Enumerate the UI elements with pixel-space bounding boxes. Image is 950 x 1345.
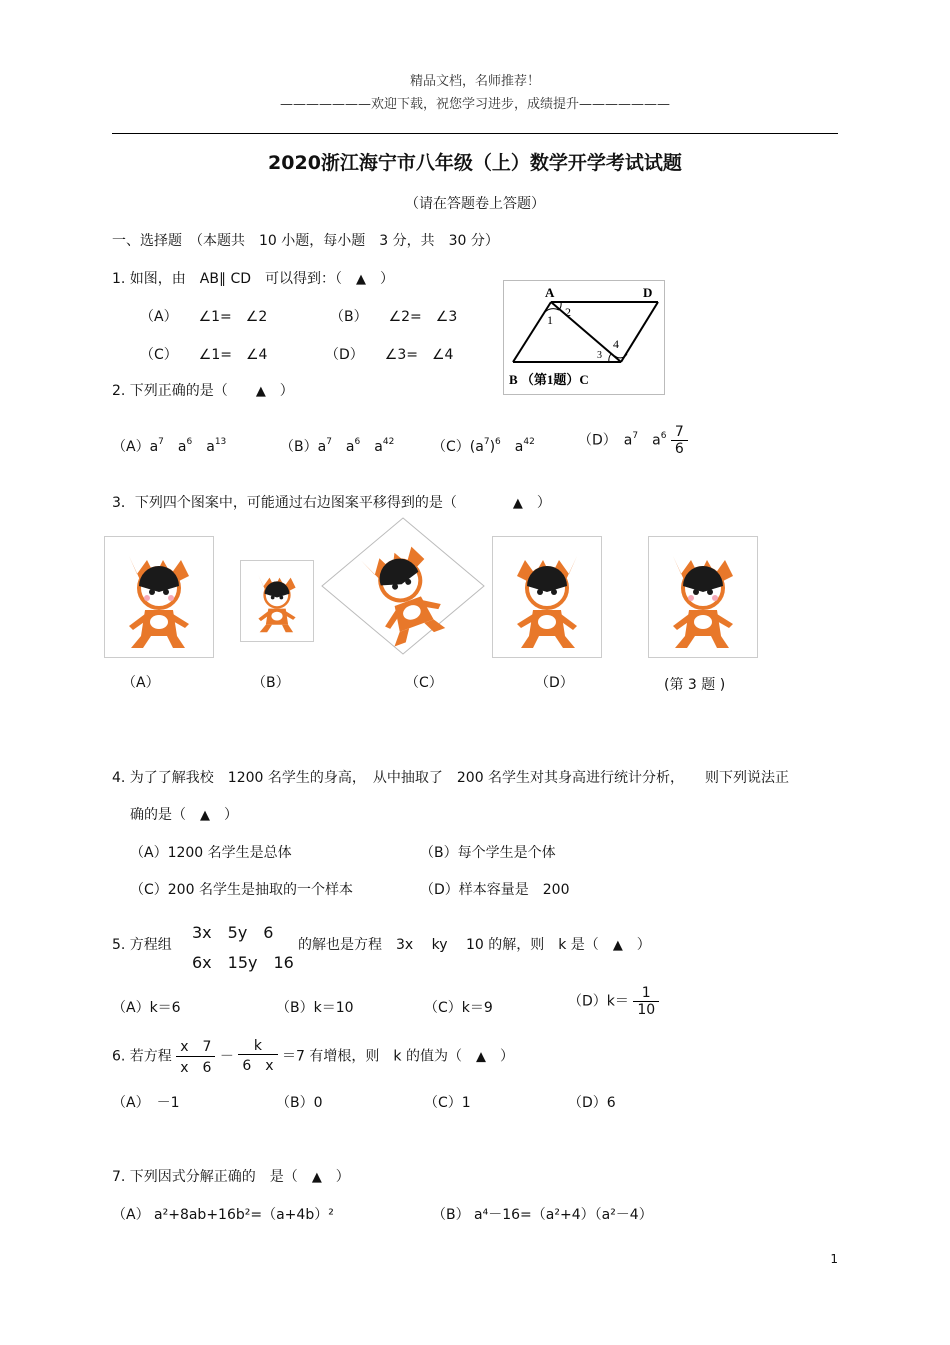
q2-d-num: 7 bbox=[671, 424, 688, 441]
fig-angle-4: 4 bbox=[613, 337, 619, 351]
q1-parallelogram-figure bbox=[503, 280, 665, 395]
q5-mid-text: 的解也是方程 3x ky 10 的解，则 k 是（ bbox=[298, 937, 613, 953]
q5-stem: 5. 方程组 bbox=[112, 937, 172, 953]
fig-label-d: D bbox=[643, 285, 653, 300]
q2-stem bbox=[112, 380, 294, 400]
q6-f1-den: x 6 bbox=[180, 1060, 212, 1076]
fig-angle-2: 2 bbox=[565, 305, 571, 319]
q6-option-b: （B）0 bbox=[276, 1095, 323, 1111]
q2-option-a: $(A)a^7$ $a^6$ $a^{13}$ bbox=[112, 437, 227, 455]
q1-option-a: （A） ∠1= ∠2 bbox=[140, 309, 268, 325]
q2-stem-text: 2. 下列正确的是（ bbox=[112, 383, 256, 399]
q2-d-label: （D） bbox=[578, 432, 610, 449]
q5-option-a: （A）k＝6 bbox=[112, 1000, 181, 1016]
answer-triangle-icon: ▲ bbox=[200, 808, 210, 823]
q5-d-fraction bbox=[633, 985, 659, 1018]
q4-stem: 4. 为了了解我校 1200 名学生的身高， 从中抽取了 200 名学生对其身高进行统计分析， 则下列说法正 bbox=[112, 770, 790, 786]
q7-option-b: （B） a⁴－16=（a²+4）（a²－4） bbox=[432, 1207, 653, 1223]
q3-mascot-d bbox=[492, 536, 602, 658]
q3-label-c: （C） bbox=[405, 675, 443, 691]
q3-label-d: （D） bbox=[535, 675, 574, 691]
fig-caption: B （第1题）C bbox=[509, 372, 589, 387]
answer-triangle-icon: ▲ bbox=[475, 1049, 486, 1065]
q3-mascot-reference bbox=[648, 536, 758, 658]
answer-triangle-icon: ▲ bbox=[311, 1170, 322, 1185]
q6-fraction-2 bbox=[238, 1038, 277, 1075]
q5-d-den: 10 bbox=[637, 1002, 656, 1018]
q6-f2-den: 6 x bbox=[242, 1058, 274, 1074]
q4-option-c: （C）200 名学生是抽取的一个样本 bbox=[130, 882, 353, 898]
q7-stem bbox=[112, 1166, 350, 1186]
q5-d-text: （D）k＝ bbox=[568, 993, 629, 1010]
q3-stem bbox=[112, 492, 551, 512]
q2-option-b: $(B)a^7$ $a^6$ $a^{42}$ bbox=[280, 437, 395, 455]
section-heading: 一、选择题 （本题共 10 小题，每小题 3 分，共 30 分） bbox=[112, 233, 499, 249]
q1-stem bbox=[112, 268, 394, 288]
page-number: 1 bbox=[830, 1252, 838, 1266]
header-line2: ———————欢迎下载，祝您学习进步，成绩提升——————— bbox=[279, 97, 670, 112]
q4-option-b: （B）每个学生是个体 bbox=[420, 845, 556, 861]
q1-close: ） bbox=[380, 271, 394, 287]
q2-c-label: （C） bbox=[432, 439, 470, 455]
q1-stem-text: 1. 如图，由 AB∥ CD 可以得到：（ bbox=[112, 271, 356, 287]
header-line1: 精品文档，名师推荐！ bbox=[409, 74, 540, 89]
q5-mid bbox=[298, 934, 651, 954]
page-title: 2020浙江海宁市八年级（上）数学开学考试试题 bbox=[268, 152, 682, 174]
q3-label-figure: (第 3 题 ) bbox=[664, 677, 726, 693]
q3-mascot-c bbox=[320, 516, 486, 656]
answer-triangle-icon: ▲ bbox=[612, 938, 623, 953]
q6-f2-num: k bbox=[238, 1038, 277, 1055]
q2-option-c: $(C)(a^7)^6$ $a^{42}$ bbox=[432, 437, 535, 455]
q5-option-c: （C）k＝9 bbox=[424, 1000, 493, 1016]
header-rule bbox=[112, 133, 838, 134]
q3-stem-text: 3．下列四个图案中，可能通过右边图案平移得到的是（ bbox=[112, 495, 513, 511]
fig-angle-1: 1 bbox=[547, 313, 553, 327]
q6-minus: － bbox=[219, 1048, 234, 1065]
q6-option-d: （D）6 bbox=[568, 1095, 616, 1111]
q1-option-c: （C） ∠1= ∠4 bbox=[140, 347, 268, 363]
q5-eq1: 3x 5y 6 bbox=[192, 923, 274, 942]
q3-close: ） bbox=[522, 495, 551, 511]
q1-option-d: （D） ∠3= ∠4 bbox=[325, 347, 454, 363]
q6-stem bbox=[112, 1036, 514, 1077]
q6-close: ） bbox=[485, 1048, 514, 1065]
q2-d-fraction bbox=[671, 424, 688, 457]
q2-a-label: （A） bbox=[112, 439, 150, 455]
fig-angle-3: 3 bbox=[597, 350, 602, 361]
q5-d-num: 1 bbox=[633, 985, 659, 1002]
q3-label-b: （B） bbox=[252, 675, 290, 691]
q6-fraction-1 bbox=[176, 1036, 215, 1077]
q3-mascot-b bbox=[240, 560, 314, 642]
q1-option-b: （B） ∠2= ∠3 bbox=[330, 309, 458, 325]
q7-close: ） bbox=[321, 1169, 350, 1185]
q5-close: ） bbox=[622, 937, 651, 953]
q4-stem2-text: 确的是（ bbox=[130, 807, 200, 823]
fig-label-a: A bbox=[545, 285, 555, 300]
q7-option-a: （A） a²+8ab+16b²=（a+4b）² bbox=[112, 1207, 334, 1223]
q7-stem-text: 7. 下列因式分解正确的 是（ bbox=[112, 1169, 312, 1185]
q6-f1-num: x 7 bbox=[176, 1036, 215, 1057]
q5-option-b: （B）k＝10 bbox=[276, 1000, 354, 1016]
answer-triangle-icon: ▲ bbox=[356, 272, 366, 287]
q2-close: ） bbox=[265, 383, 294, 399]
q4-close: ） bbox=[210, 807, 238, 823]
q6-option-a: （A） －1 bbox=[112, 1095, 180, 1111]
q4-option-d: （D）样本容量是 200 bbox=[420, 882, 570, 898]
page-subtitle: （请在答题卷上答题） bbox=[405, 196, 545, 212]
q4-stem2 bbox=[130, 804, 238, 824]
q3-mascot-a bbox=[104, 536, 214, 658]
q5-option-d bbox=[568, 985, 659, 1018]
q6-rest: ＝7 有增根，则 k 的值为（ bbox=[282, 1048, 476, 1065]
q6-option-c: （C）1 bbox=[424, 1095, 471, 1111]
q2-b-label: （B） bbox=[280, 439, 318, 455]
q5-eq2: 6x 15y 16 bbox=[192, 953, 294, 972]
answer-triangle-icon: ▲ bbox=[512, 496, 523, 511]
q6-stem-text: 6. 若方程 bbox=[112, 1048, 172, 1065]
q2-option-d: （D） $a^7$ $a^6$ $\frac{7}{6}$ bbox=[578, 424, 688, 457]
q4-option-a: （A）1200 名学生是总体 bbox=[130, 845, 292, 861]
answer-triangle-icon: ▲ bbox=[255, 384, 266, 399]
q2-d-den: 6 bbox=[674, 441, 684, 457]
q3-label-a: （A） bbox=[122, 675, 160, 691]
